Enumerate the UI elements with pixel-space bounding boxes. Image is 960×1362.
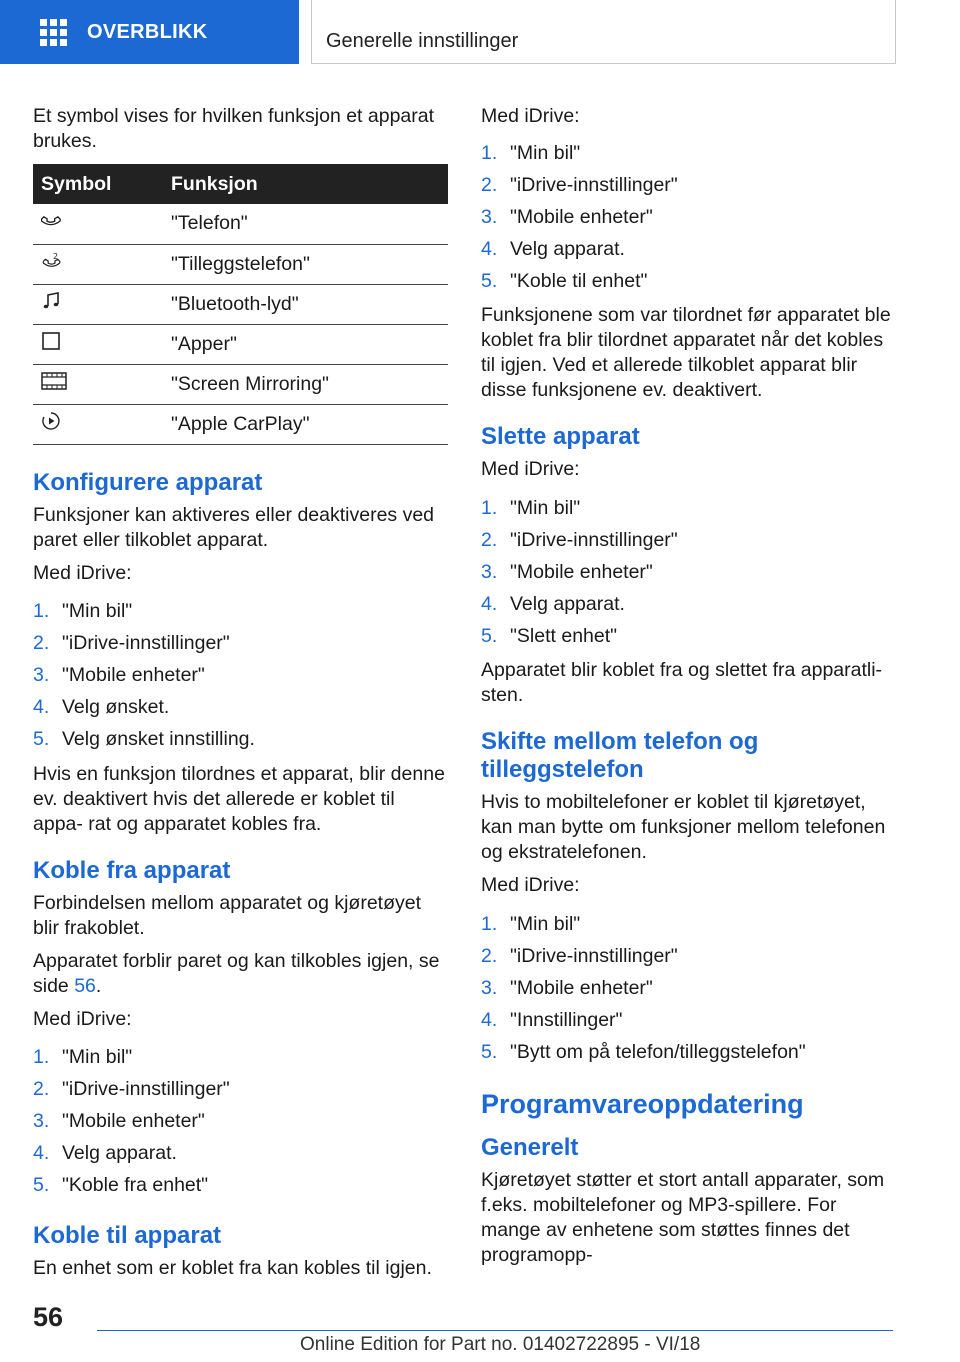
paragraph: Funksjonene som var tilordnet før apparatet ble koblet fra blir tilordnet apparatet når det kobles til igjen. Ved et allerede tilkoblet apparat blir disse funksjonene ev. deaktivert. [481,304,891,401]
table-header-symbol: Symbol [33,164,171,204]
function-label: "Apper" [171,324,448,364]
intro-text: Et symbol vises for hvilken funksjon et apparat brukes. [33,105,435,152]
list-item: 3. "Mobile enheter" [33,1110,205,1132]
list-item: 1. "Min bil" [481,912,581,935]
table-row [33,404,448,444]
list-item: 3. "Mobile enheter" [481,205,653,228]
list-item: 4. Velg apparat. [481,237,625,260]
carplay-play-icon [41,411,61,438]
list-item: 5. "Koble til enhet" [481,269,648,292]
music-note-icon [41,291,61,318]
list-item: 2. "iDrive-innstillinger" [481,944,678,967]
step-list [33,1042,448,1202]
right-column [481,104,896,1276]
symbol-table [33,164,448,445]
list-item: 4. "Innstillinger" [481,1008,623,1031]
heading-delete-device: Slette apparat [481,423,640,450]
heading-configure-device: Konfigurere apparat [33,468,263,496]
list-item: 3. "Mobile enheter" [481,560,653,583]
page-number: 56 [33,1302,64,1332]
paragraph: Med iDrive: [481,458,580,480]
list-item: 2. "iDrive-innstillinger" [481,528,678,551]
list-item: 2. "iDrive-innstillinger" [33,632,230,654]
paragraph: Med iDrive: [33,1007,132,1030]
apps-square-icon [41,331,61,358]
heading-software-update: Programvareoppdatering [481,1089,804,1119]
list-item: 1. "Min bil" [33,1046,133,1068]
paragraph: Hvis en funksjon tilordnes et apparat, blir denne ev. deaktivert hvis det allerede er koblet til appa- rat og apparatet kobles fra. [33,762,445,835]
list-item: 5. "Bytt om på telefon/tilleggstelefon" [481,1040,806,1063]
paragraph: Med iDrive: [481,105,580,127]
heading-general: Generelt [481,1134,579,1161]
heading-disconnect-device: Koble fra apparat [33,856,231,884]
phone-icon [41,210,61,237]
step-list [481,908,896,1068]
table-row [33,244,448,284]
step-list [481,492,896,652]
list-item: 4. Velg apparat. [481,592,625,615]
paragraph: Hvis to mobiltelefoner er koblet til kjøretøyet, kan man bytte om funksjoner mellom telefonen og ekstratelefonen. [481,791,886,863]
overview-tab[interactable] [0,0,299,64]
table-row [33,204,448,244]
paragraph: Kjøretøyet støtter et stort antall apparater, som f.eks. mobiltelefoner og MP3-spillere. For mange av enhetene som støttes finnes det programopp- [481,1169,885,1266]
function-label: "Apple CarPlay" [171,404,448,444]
section-title: Generelle innstillinger [326,30,519,52]
list-item: 2. "iDrive-innstillinger" [33,1078,230,1100]
list-item: 5. "Slett enhet" [481,624,618,647]
paragraph: En enhet som er koblet fra kan kobles til igjen. [33,1256,432,1279]
list-item: 2. "iDrive-innstillinger" [481,173,678,196]
table-header-function: Funksjon [171,164,448,204]
paragraph: Apparatet blir koblet fra og slettet fra apparatli- sten. [481,659,883,706]
paragraph: Med iDrive: [33,561,132,584]
section-header [311,0,896,64]
table-row [33,284,448,324]
left-column [33,104,448,1289]
table-header-row [33,164,448,204]
table-row [33,364,448,404]
paragraph: Forbindelsen mellom apparatet og kjøretøyet blir frakoblet. [33,891,422,939]
heading-connect-device: Koble til apparat [33,1221,222,1249]
list-item: 4. Velg ønsket. [33,696,170,718]
grid-menu-icon [40,19,67,46]
function-label: "Telefon" [171,204,448,244]
edition-text: Online Edition for Part no. 01402722895 - VI/18 [300,1334,701,1355]
step-list [481,137,896,297]
list-item: 1. "Min bil" [33,600,133,622]
table-row [33,324,448,364]
list-item: 5. "Koble fra enhet" [33,1174,209,1196]
paragraph: Funksjoner kan aktiveres eller deaktiveres ved paret eller tilkoblet apparat. [33,503,435,551]
paragraph: Med iDrive: [481,874,580,896]
list-item: 3. "Mobile enheter" [481,976,653,999]
screen-mirroring-icon [41,371,67,398]
list-item: 4. Velg apparat. [33,1142,177,1164]
list-item: 1. "Min bil" [481,496,581,519]
heading-switch-phone: Skifte mellom telefon og tilleggstelefon [481,728,759,783]
function-label: "Screen Mirroring" [171,364,448,404]
paragraph: Apparatet forblir paret og kan tilkobles igjen, se side 56. [33,949,440,997]
overview-tab-label: OVERBLIKK [87,20,208,43]
svg-text:2: 2 [53,251,59,261]
footer-divider [97,1330,893,1331]
list-item: 5. Velg ønsket innstilling. [33,728,255,750]
list-item: 1. "Min bil" [481,141,581,164]
step-list [33,596,448,756]
list-item: 3. "Mobile enheter" [33,664,205,686]
page-link[interactable]: 56 [74,974,96,997]
function-label: "Tilleggstelefon" [171,244,448,284]
additional-phone-icon [41,251,61,278]
function-label: "Bluetooth-lyd" [171,284,448,324]
